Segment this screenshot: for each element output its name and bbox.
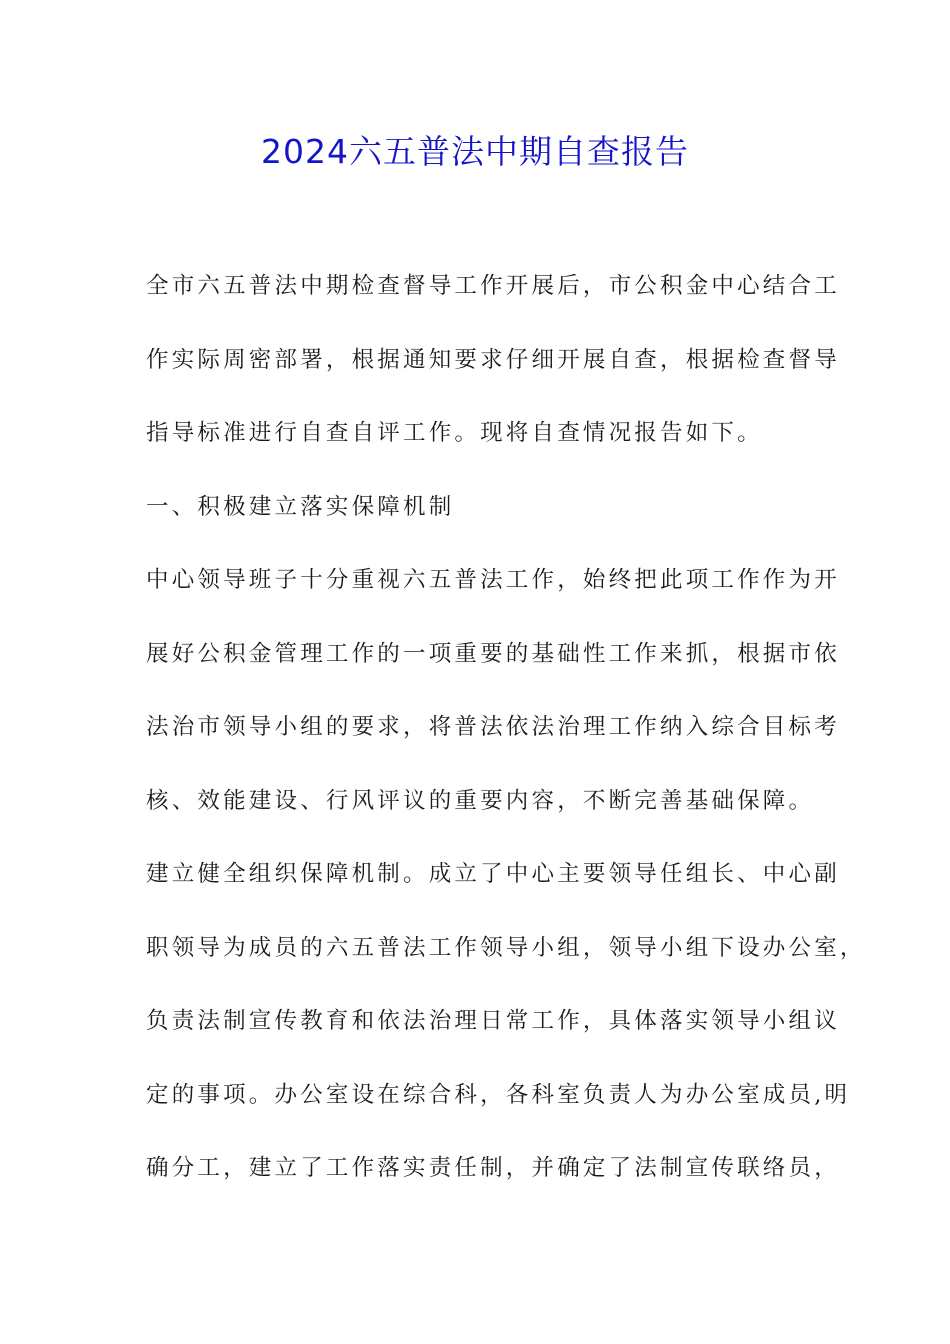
section-heading: 一、积极建立落实保障机制 xyxy=(146,493,455,520)
paragraph-line: 法治市领导小组的要求，将普法依法治理工作纳入综合目标考 xyxy=(146,714,840,740)
document-body xyxy=(146,264,866,1220)
paragraph-line: 建立健全组织保障机制。成立了中心主要领导任组长、中心副 xyxy=(146,861,840,887)
paragraph-line: 确分工，建立了工作落实责任制，并确定了法制宣传联络员， xyxy=(146,1155,840,1181)
paragraph-line: 核、效能建设、行风评议的重要内容，不断完善基础保障。 xyxy=(146,787,815,814)
paragraph-line: 作实际周密部署，根据通知要求仔细开展自查，根据检查督导 xyxy=(146,346,840,373)
paragraph-line: 负责法制宣传教育和依法治理日常工作，具体落实领导小组议 xyxy=(146,1008,840,1034)
paragraph-line: 展好公积金管理工作的一项重要的基础性工作来抓，根据市依 xyxy=(146,640,840,667)
paragraph-line: 职领导为成员的六五普法工作领导小组，领导小组下设办公室， xyxy=(146,934,866,961)
paragraph-line: 定的事项。办公室设在综合科，各科室负责人为办公室成员,明 xyxy=(146,1081,851,1108)
paragraph-line: 指导标准进行自查自评工作。现将自查情况报告如下。 xyxy=(146,420,763,446)
document-title: 2024六五普法中期自查报告 xyxy=(261,132,689,171)
paragraph-line: 中心领导班子十分重视六五普法工作，始终把此项工作作为开 xyxy=(146,567,840,593)
paragraph-line: 全市六五普法中期检查督导工作开展后，市公积金中心结合工 xyxy=(146,273,840,299)
